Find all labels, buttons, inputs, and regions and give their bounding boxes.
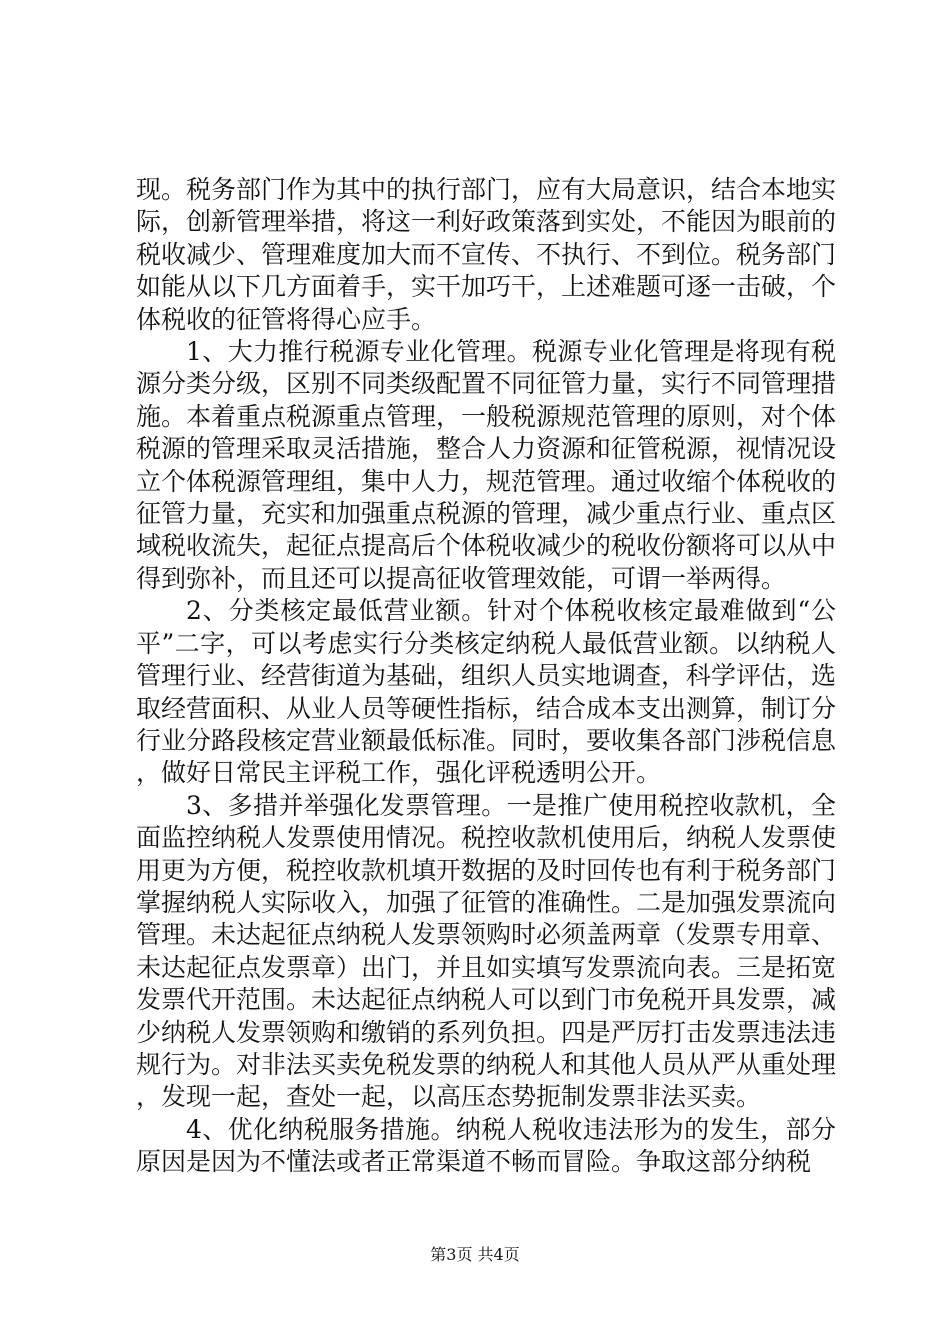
page-footer: 第3页 共4页: [430, 1245, 520, 1264]
document-body: [136, 174, 836, 1179]
paragraph-item-4: 4、优化纳税服务措施。纳税人税收违法形为的发生，部分原因是因为不懂法或者正常渠道不畅而冒险。争取这部分纳税: [136, 1114, 836, 1177]
paragraph-intro: 现。税务部门作为其中的执行部门，应有大局意识，结合本地实际，创新管理举措，将这一利好政策落到实处，不能因为眼前的税收减少、管理难度加大而不宣传、不执行、不到位。税务部门如能从以下几方面着手，实干加巧干，上述难题可逐一击破，个体税收的征管将得心应手。: [136, 175, 837, 334]
paragraph-item-3: 3、多措并举强化发票管理。一是推广使用税控收款机，全面监控纳税人发票使用情况。税控收款机使用后，纳税人发票使用更为方便，税控收款机填开数据的及时回传也有利于税务部门掌握纳税人实际收入，加强了征管的准确性。二是加强发票流向管理。未达起征点纳税人发票领购时必须盖两章（发票专用章、未达起征点发票章）出门，并且如实填写发票流向表。三是拓宽发票代开范围。未达起征点纳税人可以到门市免税开具发票，减少纳税人发票领购和缴销的系列负担。四是严厉打击发票违法违规行为。对非法买卖免税发票的纳税人和其他人员从严从重处理，发现一起，查处一起，以高压态势扼制发票非法买卖。: [136, 790, 837, 1112]
paragraph-item-1: 1、大力推行税源专业化管理。税源专业化管理是将现有税源分类分级，区别不同类级配置不同征管力量，实行不同管理措施。本着重点税源重点管理，一般税源规范管理的原则，对个体税源的管理采取灵活措施，整合人力资源和征管税源，视情况设立个体税源管理组，集中人力，规范管理。通过收缩个体税收的征管力量，充实和加强重点税源的管理，减少重点行业、重点区域税收流失，起征点提高后个体税收减少的税收份额将可以从中得到弥补，而且还可以提高征收管理效能，可谓一举两得。: [136, 337, 837, 593]
paragraph-item-2: 2、分类核定最低营业额。针对个体税收核定最难做到“公平”二字，可以考虑实行分类核定纳税人最低营业额。以纳税人管理行业、经营街道为基础，组织人员实地调查，科学评估，选取经营面积、从业人员等硬性指标，结合成本支出测算，制订分行业分路段核定营业额最低标准。同时，要收集各部门涉税信息，做好日常民主评税工作，强化评税透明公开。: [136, 596, 837, 788]
